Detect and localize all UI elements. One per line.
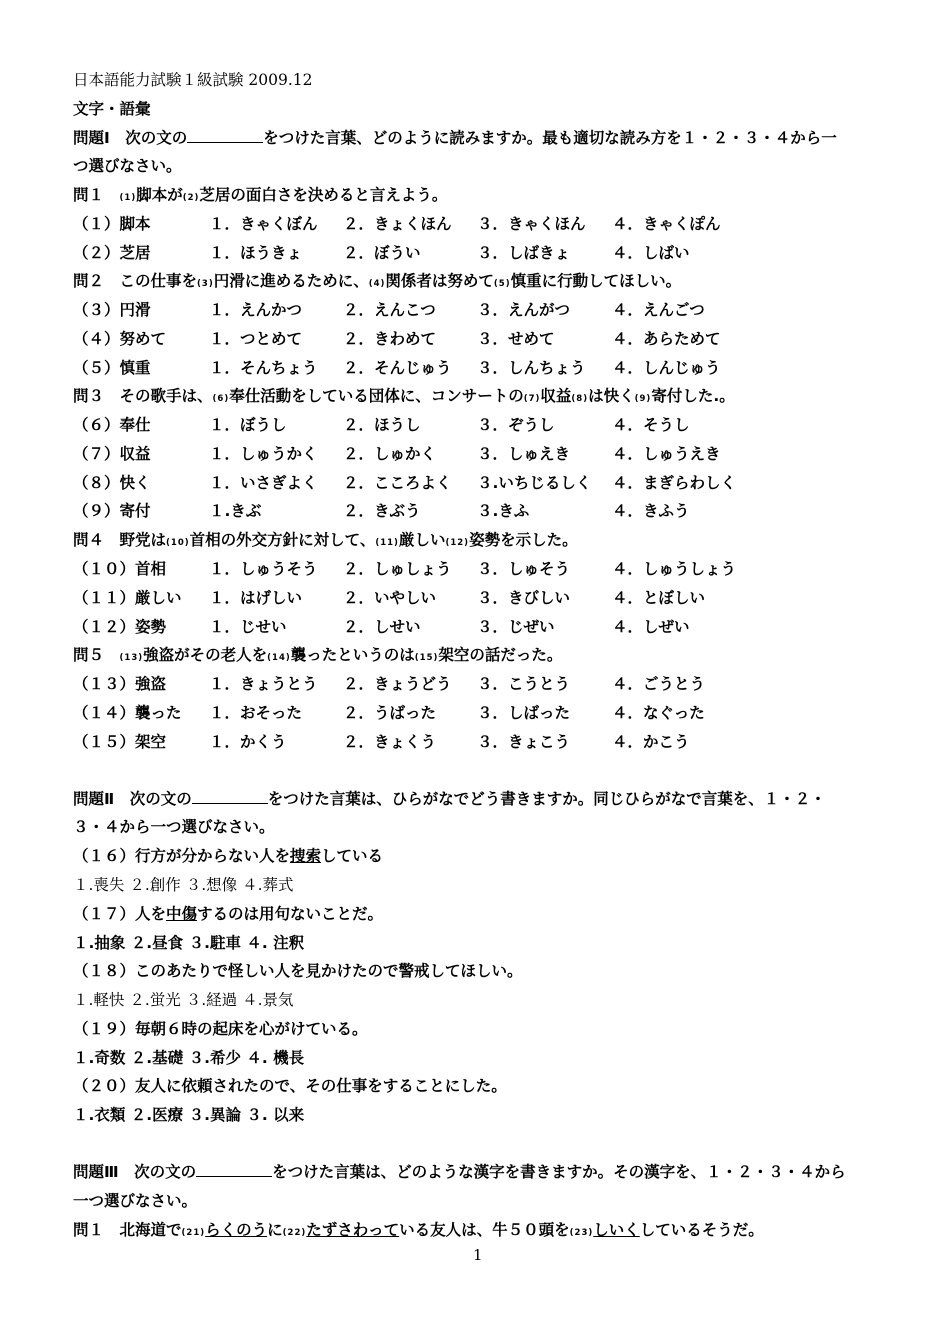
answer-option: ３．せめて: [477, 330, 555, 348]
answer-option: ３．こうとう: [477, 675, 571, 693]
answer-option: ３．ぞうし: [477, 416, 555, 434]
q2-instruction-cont: ３・４から一つ選びなさい。: [73, 818, 275, 836]
answer-option: ２．そんじゅう: [343, 359, 452, 377]
answer-option: ２．こころよく: [343, 474, 452, 492]
answer-option: ２．ぼうい: [343, 244, 421, 262]
answer-option: １．おそった: [209, 704, 303, 722]
answer-option: ２．しゅかく: [343, 445, 437, 463]
answer-option: ４．まぎらわしく: [612, 474, 737, 492]
answer-option: １．そんちょう: [209, 359, 318, 377]
answer-option: ３.きふ: [477, 502, 530, 520]
answer-option: ２．しゅしょう: [343, 560, 452, 578]
q2-instruction: 問題Ⅱ 次の文の をつけた言葉は、ひらがなでどう書きますか。同じひらがなで言葉を、１・２・: [73, 790, 826, 808]
question-word: （３）円滑: [73, 301, 151, 319]
doc-header-title: 日本語能力試験１級試験 2009.12: [73, 71, 313, 89]
answer-option: ４．ごうとう: [612, 675, 706, 693]
question-word: （１）脚本: [73, 215, 151, 233]
answer-option: １．いさぎよく: [209, 474, 318, 492]
answer-option: ３．しばきょ: [477, 244, 571, 262]
underline-blank: [187, 128, 263, 143]
answer-option: １．しゅうかく: [209, 445, 318, 463]
question-word: （１３）強盗: [73, 675, 167, 693]
question-word: （４）努めて: [73, 330, 167, 348]
q1-sentence-4: 問４ 野党は(10)首相の外交方針に対して、(11)厳しい(12)姿勢を示した。: [73, 531, 578, 549]
answer-option: ３．きょこう: [477, 733, 571, 751]
answer-option: ４．かこう: [612, 733, 690, 751]
q3-instruction: 問題Ⅲ 次の文の をつけた言葉は、どのような漢字を書きますか。その漢字を、１・２・３・４から: [73, 1163, 846, 1181]
q1-sentence-3: 問３ その歌手は、(6)奉仕活動をしている団体に、コンサートの(7)収益(8)は快く(9)寄付した.。: [73, 387, 735, 405]
answer-option: ２．きょうどう: [343, 675, 452, 693]
q2-item-19: （１９）毎朝６時の起床を心がけている。: [73, 1020, 368, 1038]
question-word: （２）芝居: [73, 244, 151, 262]
answer-option: ４．きゃくぽん: [612, 215, 721, 233]
answer-option: ３．しんちょう: [477, 359, 586, 377]
q2-item-17: （１７）人を中傷するのは用句ないことだ。: [73, 905, 384, 923]
answer-option: ４．しゅうえき: [612, 445, 721, 463]
q2-options-16: １.喪失 ２.創作 ３.想像 ４.葬式: [73, 876, 294, 894]
answer-option: ２．うばった: [343, 704, 437, 722]
underline-blank: [196, 1162, 272, 1177]
answer-option: ４．しんじゅう: [612, 359, 721, 377]
answer-option: ３．きゃくほん: [477, 215, 586, 233]
answer-option: １．しゅうそう: [209, 560, 318, 578]
answer-option: １．かくう: [209, 733, 287, 751]
answer-option: １．きょうとう: [209, 675, 318, 693]
answer-option: ２．いやしい: [343, 589, 437, 607]
answer-option: ２．しせい: [343, 618, 421, 636]
q2-item-16: （１６）行方が分からない人を捜索している: [73, 847, 384, 865]
q3-sentence-1: 問１ 北海道で(21)らくのうに(22)たずさわっている友人は、牛５０頭を(23)しいくしているそうだ。: [73, 1221, 764, 1239]
q2-options-18: １.軽快 ２.蛍光 ３.経過 ４.景気: [73, 991, 294, 1009]
q2-item-18: （１８）このあたりで怪しい人を見かけたので警戒してほしい。: [73, 962, 523, 980]
answer-option: １．ぼうし: [209, 416, 287, 434]
answer-option: ４．あらためて: [612, 330, 721, 348]
answer-option: １．ほうきょ: [209, 244, 303, 262]
answer-option: ２．きょくう: [343, 733, 437, 751]
underline-blank: [192, 789, 268, 804]
q1-sentence-2: 問２ この仕事を(3)円滑に進めるために、(4)関係者は努めて(5)慎重に行動してほしい。: [73, 272, 682, 290]
answer-option: ４．しばい: [612, 244, 690, 262]
answer-option: ４．きふう: [612, 502, 690, 520]
answer-option: ３．しばった: [477, 704, 571, 722]
q1-instruction-cont: つ選びなさい。: [73, 157, 182, 175]
q1-sentence-5: 問５ (13)強盗がその老人を(14)襲ったというのは(15)架空の話だった。: [73, 646, 563, 664]
q2-options-17: １.抽象 ２.昼食 ３.駐車 ４. 注釈: [73, 934, 305, 952]
answer-option: ２．きょくほん: [343, 215, 452, 233]
answer-option: ３．しゅそう: [477, 560, 571, 578]
section-heading: 文字・語彙: [73, 100, 151, 118]
answer-option: ３．えんがつ: [477, 301, 571, 319]
answer-option: ２．ほうし: [343, 416, 421, 434]
question-word: （９）寄付: [73, 502, 151, 520]
answer-option: ４．とぼしい: [612, 589, 706, 607]
answer-option: ４．えんごつ: [612, 301, 705, 319]
answer-option: １．じせい: [209, 618, 287, 636]
question-word: （１４）襲った: [73, 704, 182, 722]
answer-option: ３．きびしい: [477, 589, 571, 607]
question-word: （１０）首相: [73, 560, 167, 578]
answer-option: ３.いちじるしく: [477, 474, 592, 492]
answer-option: ２．きぶう: [343, 502, 421, 520]
answer-option: １．つとめて: [209, 330, 303, 348]
q2-options-19: １.奇数 ２.基礎 ３.希少 ４. 機長: [73, 1049, 305, 1067]
q2-item-20: （２０）友人に依頼されたので、その仕事をすることにした。: [73, 1077, 507, 1095]
q2-options-20: １.衣類 ２.医療 ３.異論 ３. 以来: [73, 1106, 305, 1124]
q1-sentence-1: 問１ (1)脚本が(2)芝居の面白さを決めると言えよう。: [73, 186, 448, 204]
answer-option: ４．なぐった: [612, 704, 705, 722]
answer-option: ３．じぜい: [477, 618, 555, 636]
question-word: （１１）厳しい: [73, 589, 182, 607]
question-word: （８）快く: [73, 474, 151, 492]
answer-option: １.きぶ: [209, 502, 262, 520]
question-word: （６）奉仕: [73, 416, 151, 434]
answer-option: ４．しぜい: [612, 618, 690, 636]
answer-option: １．きゃくぼん: [209, 215, 318, 233]
page-number: 1: [473, 1246, 483, 1264]
question-word: （７）収益: [73, 445, 151, 463]
answer-option: ２．えんこつ: [343, 301, 436, 319]
question-word: （１２）姿勢: [73, 618, 167, 636]
answer-option: ４．しゅうしょう: [612, 560, 737, 578]
answer-option: １．はげしい: [209, 589, 303, 607]
answer-option: ４．そうし: [612, 416, 690, 434]
answer-option: ３．しゅえき: [477, 445, 571, 463]
question-word: （５）慎重: [73, 359, 151, 377]
answer-option: １．えんかつ: [209, 301, 303, 319]
question-word: （１５）架空: [73, 733, 167, 751]
answer-option: ２．きわめて: [343, 330, 437, 348]
q3-instruction-cont: 一つ選びなさい。: [73, 1192, 198, 1210]
q1-instruction: 問題Ⅰ 次の文の をつけた言葉、どのように読みますか。最も適切な読み方を１・２・３・４から一: [73, 129, 837, 147]
